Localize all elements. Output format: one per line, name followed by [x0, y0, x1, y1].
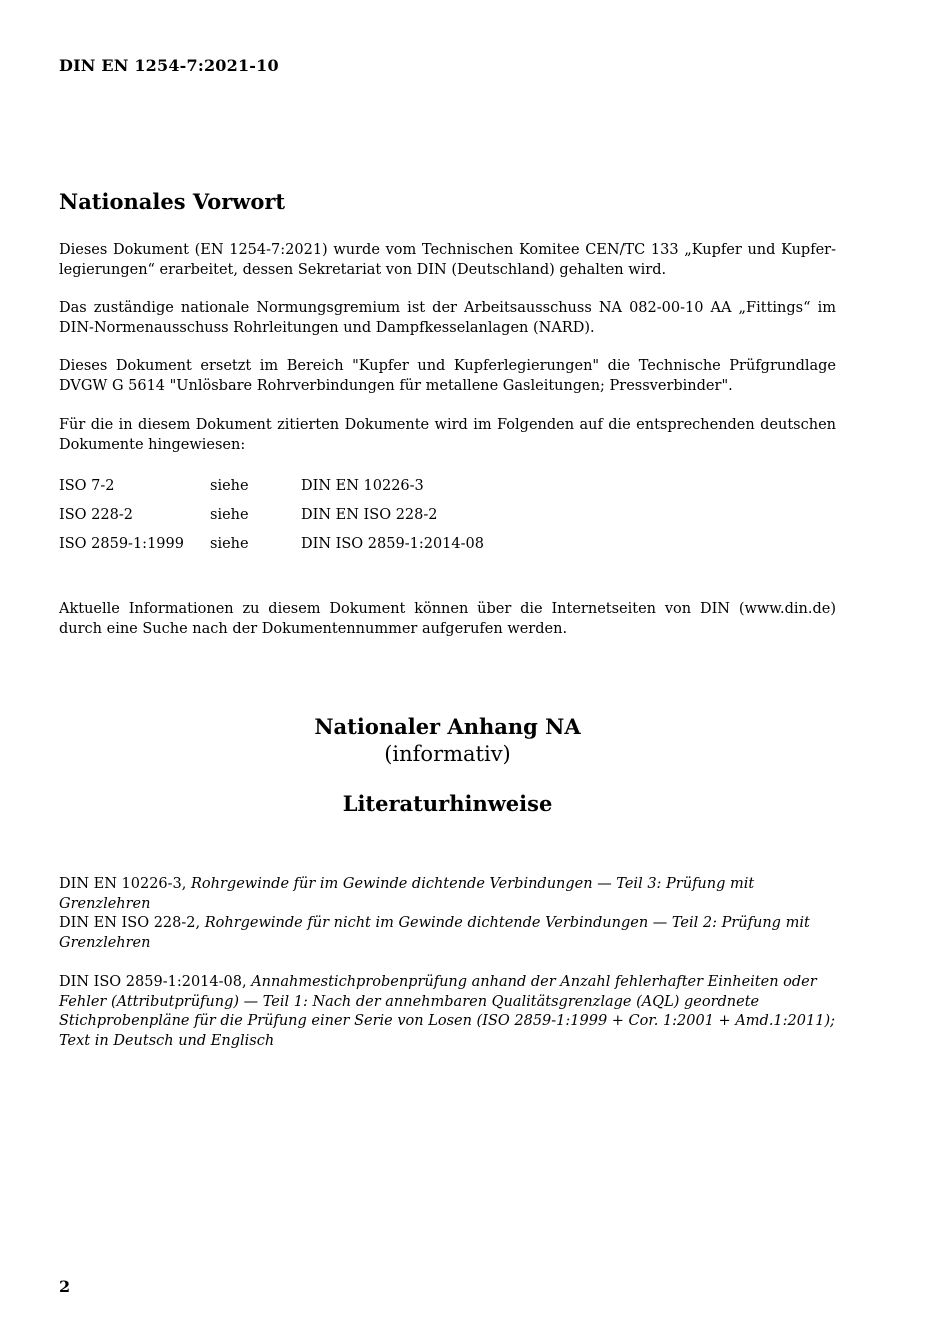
bibliography-ref: DIN EN 10226-3,	[59, 876, 187, 892]
bibliography-title: Rohrgewinde für im Gewinde dichtende Verbindungen — Teil 3: Prüfung mit Grenzlehren	[59, 876, 755, 912]
din-reference: DIN EN ISO 228-2	[301, 507, 438, 523]
table-row	[59, 478, 601, 507]
bibliography-ref: DIN EN ISO 228-2,	[59, 915, 201, 931]
bibliography-entry	[59, 875, 836, 914]
see-label: siehe	[210, 536, 249, 552]
din-reference: DIN ISO 2859-1:2014-08	[301, 536, 484, 552]
literature-title: Literaturhinweise	[342, 791, 553, 816]
see-label: siehe	[210, 478, 249, 494]
bibliography-ref: DIN ISO 2859-1:2014-08,	[59, 974, 247, 990]
foreword-paragraph: Dieses Dokument (EN 1254-7:2021) wurde vom Technischen Komitee CEN/TC 133 „Kupfer und Kupfer-legierungen“ erarbeitet, dessen Sekretariat von DIN (Deutschland) gehalten wird.	[59, 242, 836, 278]
section-title-foreword: Nationales Vorwort	[59, 189, 286, 214]
iso-reference: ISO 7-2	[59, 478, 115, 494]
bibliography-title: Annahmestichprobenprüfung anhand der Anzahl fehlerhafter Einheiten oder Fehler (Attributprüfung) — Teil 1: Nach der annehmbaren Qualitätsgrenzlage (AQL) geordnete Stichprobenpläne für die Prüfung einer Serie von Losen (ISO 2859-1:1999 + Cor. 1:2001 + Amd.1:2011); Text in Deutsch und Englisch	[59, 974, 835, 1049]
iso-reference: ISO 228-2	[59, 507, 133, 523]
annex-title: Nationaler Anhang NA	[314, 714, 581, 739]
see-label: siehe	[210, 507, 249, 523]
foreword-paragraph: Das zuständige nationale Normungsgremium ist der Arbeitsausschuss NA 082-00-10 AA „Fittings“ im DIN-Normenausschuss Rohrleitungen und Dampfkesselanlagen (NARD).	[59, 300, 836, 336]
annex-heading-block	[0, 713, 895, 818]
reference-mapping-table	[59, 478, 601, 565]
bibliography-entry	[59, 973, 836, 1051]
annex-subtitle: (informativ)	[384, 742, 511, 766]
foreword-paragraph: Dieses Dokument ersetzt im Bereich "Kupfer und Kupferlegierungen" die Technische Prüfgrundlage DVGW G 5614 "Unlösbare Rohrverbindungen für metallene Gasleitungen; Pressverbinder".	[59, 358, 836, 394]
iso-reference: ISO 2859-1:1999	[59, 536, 184, 552]
foreword-closing-paragraph: Aktuelle Informationen zu diesem Dokument können über die Internetseiten von DIN (www.din.de) durch eine Suche nach der Dokumentennummer aufgerufen werden.	[59, 601, 836, 637]
document-id-header: DIN EN 1254-7:2021-10	[59, 56, 279, 75]
foreword-paragraph: Für die in diesem Dokument zitierten Dokumente wird im Folgenden auf die entsprechenden deutschen Dokumente hingewiesen:	[59, 417, 836, 453]
table-row	[59, 536, 601, 565]
bibliography-title: Rohrgewinde für nicht im Gewinde dichtende Verbindungen — Teil 2: Prüfung mit Grenzlehren	[59, 915, 810, 951]
din-reference: DIN EN 10226-3	[301, 478, 424, 494]
page-number: 2	[59, 1277, 71, 1296]
table-row	[59, 507, 601, 536]
bibliography-entry	[59, 914, 836, 953]
